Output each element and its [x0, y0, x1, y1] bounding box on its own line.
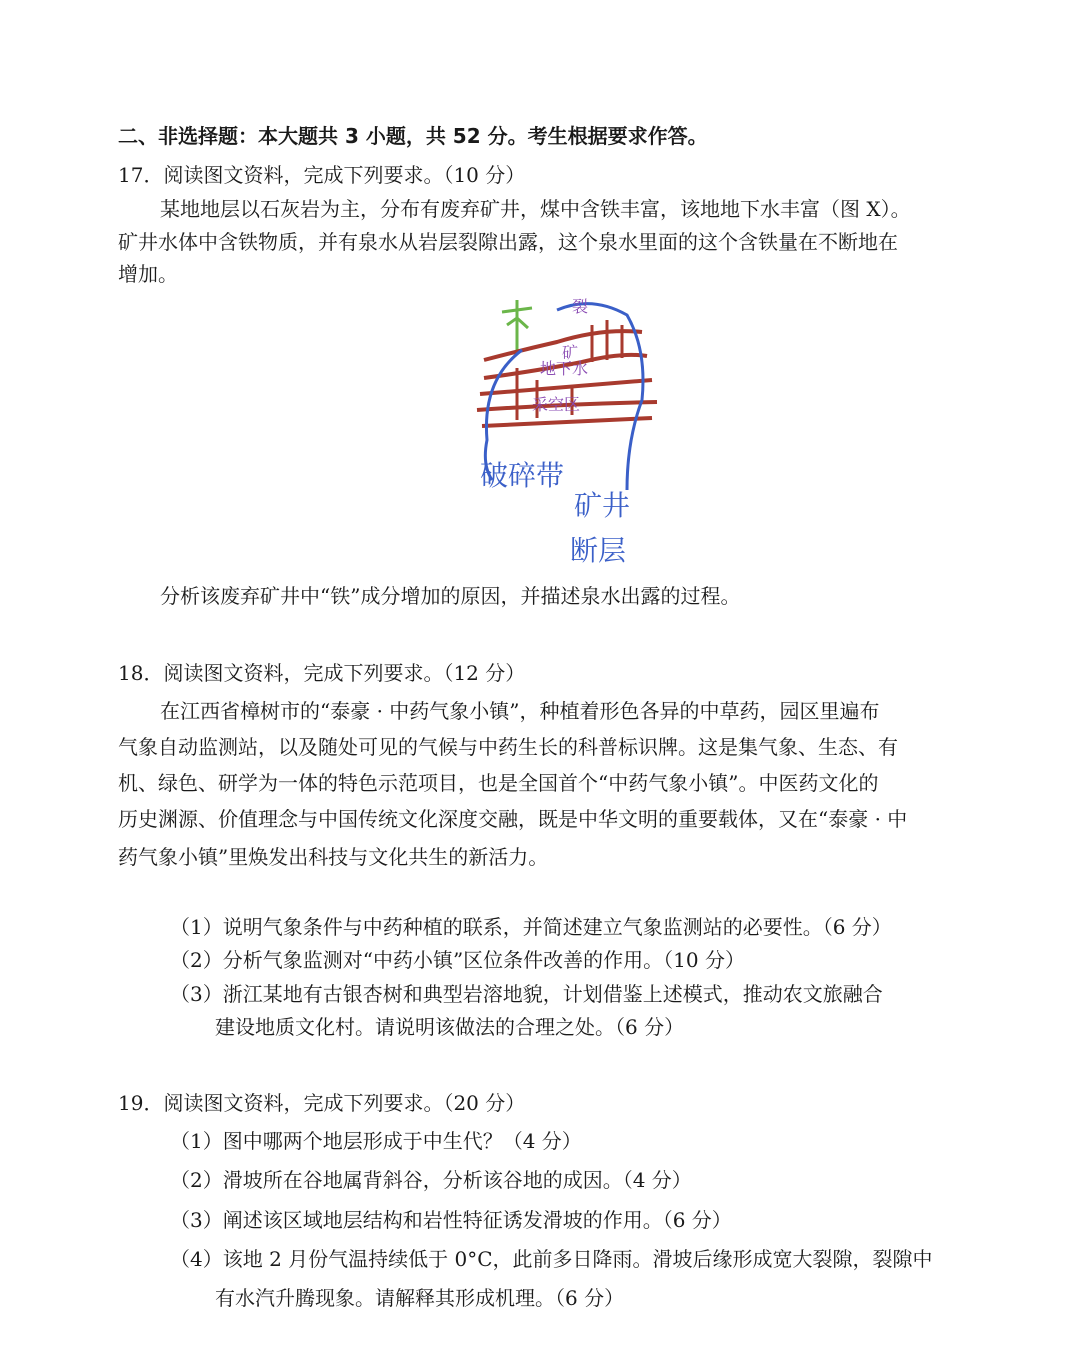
tree-sketch [502, 300, 532, 350]
q18-item-2: （2）分析气象监测对“中药小镇”区位条件改善的作用。（10 分） [170, 948, 745, 972]
q19-item-4-cont: 有水汽升腾现象。请解释其形成机理。（6 分） [215, 1286, 625, 1310]
q17-para-line-3: 增加。 [118, 262, 178, 286]
blue-labels [480, 459, 630, 567]
q19-item-1: （1）图中哪两个地层形成于中生代？（4 分） [170, 1129, 582, 1153]
section-header: 二、非选择题：本大题共 3 小题，共 52 分。考生根据要求作答。 [118, 124, 708, 148]
purple-labels [532, 297, 588, 414]
svg-text:破碎带: 破碎带 [480, 459, 565, 492]
q18-item-1: （1）说明气象条件与中药种植的联系，并简述建立气象监测站的必要性。（6 分） [170, 915, 892, 939]
svg-text:裂: 裂 [572, 297, 589, 316]
q17-para-line-2: 矿井水体中含铁物质，并有泉水从岩层裂隙出露，这个泉水里面的这个含铁量在不断地在 [118, 230, 898, 254]
svg-text:断层: 断层 [570, 534, 627, 567]
q18-para-line-5: 药气象小镇”里焕发出科技与文化共生的新活力。 [118, 845, 549, 869]
q18-item-3-cont: 建设地质文化村。请说明该做法的合理之处。（6 分） [215, 1015, 685, 1039]
q17-para-line-1: 某地地层以石灰岩为主，分布有废弃矿井，煤中含铁丰富，该地地下水丰富（图 X）。 [160, 197, 911, 221]
q18-para-line-1: 在江西省樟树市的“泰豪 · 中药气象小镇”，种植着形色各异的中草药，园区里遍布 [160, 699, 880, 723]
q19-item-3: （3）阐述该区域地层结构和岩性特征诱发滑坡的作用。（6 分） [170, 1208, 732, 1232]
svg-text:矿井: 矿井 [574, 489, 631, 522]
q18-item-3: （3）浙江某地有古银杏树和典型岩溶地貌，计划借鉴上述模式，推动农文旅融合 [170, 982, 883, 1006]
svg-text:地下水: 地下水 [540, 359, 589, 378]
q18-para-line-3: 机、绿色、研学为一体的特色示范项目，也是全国首个“中药气象小镇”。中医药文化的 [118, 771, 879, 795]
svg-text:采空区: 采空区 [532, 395, 581, 414]
q19-title: 19．阅读图文资料，完成下列要求。（20 分） [118, 1091, 526, 1115]
svg-text:矿: 矿 [562, 343, 579, 362]
q18-para-line-4: 历史渊源、价值理念与中国传统文化深度交融，既是中华文明的重要载体，又在“泰豪 · 中 [118, 807, 908, 831]
q18-title: 18．阅读图文资料，完成下列要求。（12 分） [118, 661, 526, 685]
hand-drawn-geology-sketch [462, 290, 662, 575]
q17-task: 分析该废弃矿井中“铁”成分增加的原因，并描述泉水出露的过程。 [160, 584, 741, 608]
q17-title: 17．阅读图文资料，完成下列要求。（10 分） [118, 163, 526, 187]
q19-item-4: （4）该地 2 月份气温持续低于 0°C，此前多日降雨。滑坡后缘形成宽大裂隙，裂隙中 [170, 1247, 933, 1271]
q18-para-line-2: 气象自动监测站，以及随处可见的气候与中药生长的科普标识牌。这是集气象、生态、有 [118, 735, 898, 759]
q19-item-2: （2）滑坡所在谷地属背斜谷，分析该谷地的成因。（4 分） [170, 1168, 692, 1192]
